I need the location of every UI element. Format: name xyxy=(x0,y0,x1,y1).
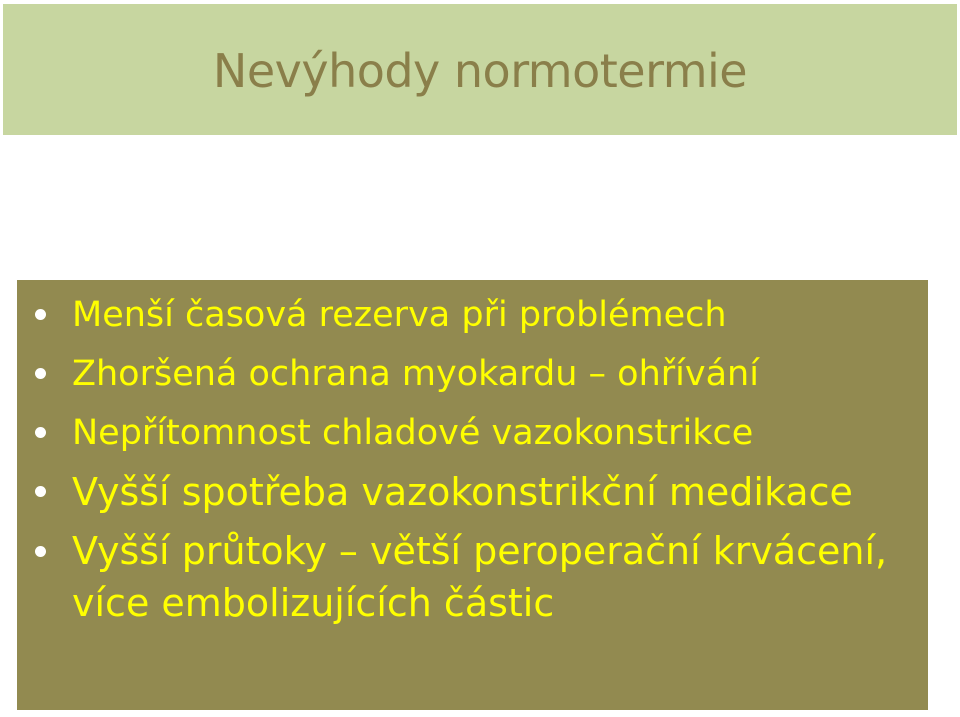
bullet-dot-icon xyxy=(35,368,46,379)
slide-title: Nevýhody normotermie xyxy=(212,44,748,98)
bullet-text: Nepřítomnost chladové vazokonstrikce xyxy=(72,413,754,453)
content-box xyxy=(17,280,928,710)
bullet-item xyxy=(17,286,928,345)
bullet-dot-icon xyxy=(35,546,46,557)
bullet-item xyxy=(17,522,928,629)
bullet-item xyxy=(17,345,928,404)
title-band xyxy=(3,4,957,135)
bullet-text: Menší časová rezerva při problémech xyxy=(72,295,727,335)
bullet-dot-icon xyxy=(35,486,46,497)
bullet-list xyxy=(17,286,928,629)
bullet-item xyxy=(17,404,928,463)
bullet-text: Vyšší průtoky – větší peroperační krvácení, více embolizujících částic xyxy=(72,529,888,625)
bullet-dot-icon xyxy=(35,309,46,320)
bullet-text: Vyšší spotřeba vazokonstrikční medikace xyxy=(72,470,853,514)
bullet-item xyxy=(17,463,928,522)
bullet-text: Zhoršená ochrana myokardu – ohřívání xyxy=(72,354,759,394)
bullet-dot-icon xyxy=(35,427,46,438)
